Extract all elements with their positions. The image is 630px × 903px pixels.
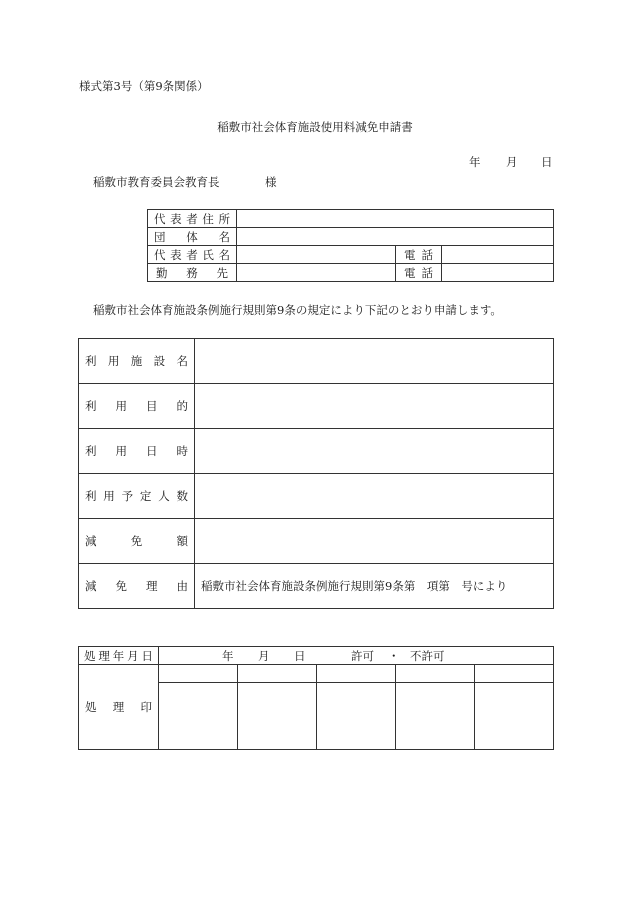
option-separator: ・ <box>388 649 400 663</box>
workplace-label: 勤務先 <box>148 264 237 282</box>
date-day-label: 日 <box>541 155 553 169</box>
organization-name-label: 団体名 <box>148 228 237 246</box>
processing-year-label: 年 <box>222 649 234 663</box>
date-month-label: 月 <box>506 155 518 169</box>
seal-box[interactable] <box>317 683 396 750</box>
permit-option[interactable]: 許可 <box>351 649 374 663</box>
addressee-honorific: 様 <box>265 175 277 189</box>
processing-month-label: 月 <box>258 649 270 663</box>
table-row <box>79 519 554 564</box>
reduction-amount-field[interactable] <box>195 519 554 564</box>
reduction-reason-label: 減免理由 <box>79 564 195 609</box>
processing-date-field[interactable] <box>159 647 554 665</box>
representative-phone-field[interactable] <box>442 246 554 264</box>
table-row <box>148 264 554 282</box>
seal-header-cell <box>475 665 554 683</box>
table-row <box>79 564 554 609</box>
table-row <box>79 647 554 665</box>
processing-date-label: 処理年月日 <box>79 647 159 665</box>
table-row <box>79 429 554 474</box>
deny-option[interactable]: 不許可 <box>410 649 445 663</box>
workplace-phone-field[interactable] <box>442 264 554 282</box>
table-row <box>79 339 554 384</box>
table-row <box>79 474 554 519</box>
phone-label: 電話 <box>396 246 442 264</box>
workplace-field[interactable] <box>237 264 396 282</box>
form-number: 様式第3号（第9条関係） <box>79 79 209 93</box>
usage-datetime-field[interactable] <box>195 429 554 474</box>
processing-seal-label: 処理印 <box>79 665 159 750</box>
table-row <box>148 210 554 228</box>
facility-name-field[interactable] <box>195 339 554 384</box>
representative-address-label: 代表者住所 <box>148 210 237 228</box>
representative-name-field[interactable] <box>237 246 396 264</box>
representative-address-field[interactable] <box>237 210 554 228</box>
purpose-field[interactable] <box>195 384 554 429</box>
representative-name-label: 代表者氏名 <box>148 246 237 264</box>
seal-header-cell <box>317 665 396 683</box>
processing-day-label: 日 <box>294 649 306 663</box>
purpose-label: 利用目的 <box>79 384 195 429</box>
addressee-name: 稲敷市教育委員会教育長 <box>93 175 220 189</box>
seal-box[interactable] <box>238 683 317 750</box>
processing-table <box>78 646 554 750</box>
seal-header-cell <box>238 665 317 683</box>
reduction-amount-label: 減免額 <box>79 519 195 564</box>
date-year-label: 年 <box>469 155 481 169</box>
phone-label: 電話 <box>396 264 442 282</box>
facility-name-label: 利用施設名 <box>79 339 195 384</box>
seal-box[interactable] <box>475 683 554 750</box>
table-row <box>148 228 554 246</box>
reduction-reason-field[interactable]: 稲敷市社会体育施設条例施行規則第9条第 項第 号により <box>195 564 554 609</box>
table-row <box>148 246 554 264</box>
table-row <box>79 665 554 683</box>
statement-text: 稲敷市社会体育施設条例施行規則第9条の規定により下記のとおり申請します。 <box>93 303 502 317</box>
usage-datetime-label: 利用日時 <box>79 429 195 474</box>
applicant-table <box>147 209 554 282</box>
seal-box[interactable] <box>396 683 475 750</box>
organization-name-field[interactable] <box>237 228 554 246</box>
seal-header-cell <box>396 665 475 683</box>
seal-box[interactable] <box>159 683 238 750</box>
table-row <box>79 384 554 429</box>
expected-attendees-label: 利用予定人数 <box>79 474 195 519</box>
seal-header-cell <box>159 665 238 683</box>
expected-attendees-field[interactable] <box>195 474 554 519</box>
usage-table <box>78 338 554 609</box>
page-title: 稲敷市社会体育施設使用料減免申請書 <box>217 120 413 134</box>
